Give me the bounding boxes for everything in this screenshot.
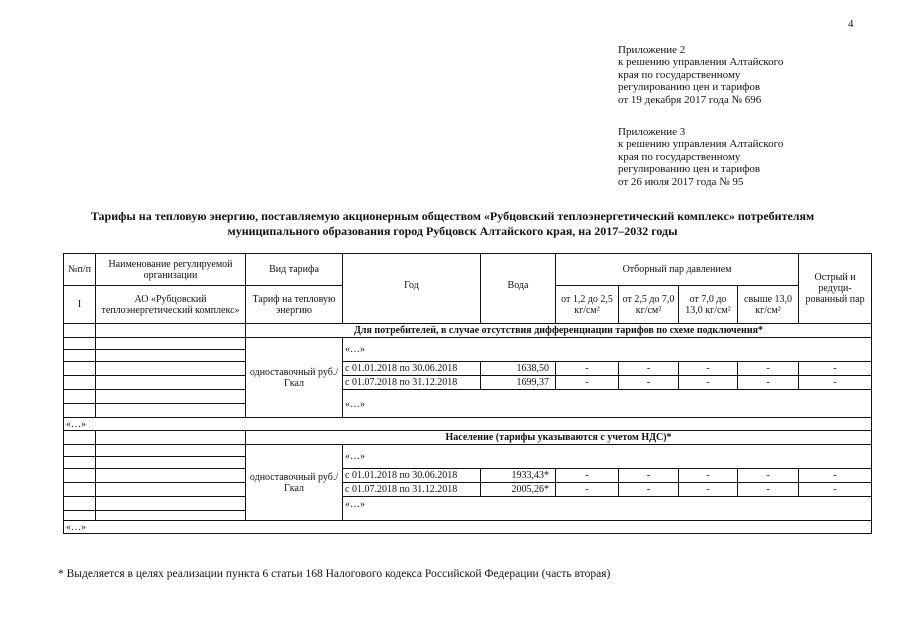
steam-value: - (679, 483, 738, 497)
water-value: 1699,37 (481, 376, 556, 390)
period-cell: с 01.01.2018 по 30.06.2018 (343, 469, 481, 483)
appendix-line: регулированию цен и тарифов (618, 81, 761, 94)
steam-value: - (556, 483, 619, 497)
appendix-line: Приложение 2 (618, 44, 686, 56)
footnote: * Выделяется в целях реализации пункта 6 статьи 168 Налогового кодекса Российской Федерации (часть вторая) (58, 568, 611, 580)
period-cell: с 01.01.2018 по 30.06.2018 (343, 362, 481, 376)
steam-value: - (738, 483, 799, 497)
document-title (40, 209, 865, 238)
title-line: Тарифы на тепловую энергию, поставляемую акционерным обществом «Рубцовский теплоэнергетический комплекс» потребителям (90, 209, 815, 223)
header-steam: Отборный пар давлением (556, 254, 799, 286)
section-heading: Население (тарифы указываются с учетом НДС)* (246, 431, 872, 445)
steam-value: - (619, 376, 679, 390)
org-name: АО «Рубцовский теплоэнергетический комплекс» (96, 286, 246, 324)
steam-value: - (619, 362, 679, 376)
ellipsis: «…» (343, 390, 872, 418)
appendix-line: от 19 декабря 2017 года № 696 (618, 93, 762, 106)
header-year: Год (343, 254, 481, 324)
ellipsis: «…» (343, 338, 872, 362)
appendix-line: от 26 июля 2017 года № 95 (618, 175, 744, 188)
org-num: I (64, 286, 96, 324)
water-value: 2005,26* (481, 483, 556, 497)
sharp-value: - (799, 469, 872, 483)
header-steam-col: от 2,5 до 7,0 кг/см² (619, 286, 679, 324)
appendix-line: к решению управления Алтайского (618, 56, 784, 69)
steam-value: - (556, 362, 619, 376)
header-tariff-type: Вид тарифа (246, 254, 343, 286)
ellipsis: «…» (343, 497, 872, 521)
ellipsis: «…» (343, 445, 872, 469)
header-num: №п/п (64, 254, 96, 286)
header-org: Наименование регулируемой организации (96, 254, 246, 286)
sharp-value: - (799, 376, 872, 390)
sharp-value: - (799, 362, 872, 376)
steam-value: - (679, 469, 738, 483)
appendix-line: регулированию цен и тарифов (618, 163, 761, 176)
steam-value: - (738, 469, 799, 483)
appendix-line: края по государственному (618, 68, 741, 81)
sharp-value: - (799, 483, 872, 497)
steam-value: - (619, 483, 679, 497)
header-steam-col: от 1,2 до 2,5 кг/см² (556, 286, 619, 324)
steam-value: - (556, 376, 619, 390)
steam-value: - (619, 469, 679, 483)
header-water: Вода (481, 254, 556, 324)
appendix-line: к решению управления Алтайского (618, 138, 784, 151)
period-cell: с 01.07.2018 по 31.12.2018 (343, 376, 481, 390)
separator-ellipsis: «…» (64, 521, 872, 534)
appendix-3-block (618, 126, 783, 188)
header-sharp-steam: Острый и редуци-рованный пар (799, 254, 872, 324)
appendix-line: Приложение 3 (618, 126, 686, 138)
water-value: 1933,43* (481, 469, 556, 483)
water-value: 1638,50 (481, 362, 556, 376)
steam-value: - (738, 376, 799, 390)
header-steam-col: свыше 13,0 кг/см² (738, 286, 799, 324)
title-line: муниципального образования город Рубцовск Алтайского края, на 2017–2032 годы (227, 223, 678, 238)
appendix-2-block (618, 44, 783, 106)
steam-value: - (679, 362, 738, 376)
page-number: 4 (848, 18, 854, 30)
separator-ellipsis: «…» (64, 418, 872, 431)
tariff-table (63, 253, 872, 534)
section-heading: Для потребителей, в случае отсутствия дифференциации тарифов по схеме подключения* (246, 324, 872, 338)
tariff-name: одноставочный руб./Гкал (246, 445, 343, 521)
steam-value: - (738, 362, 799, 376)
org-tariff: Тариф на тепловую энергию (246, 286, 343, 324)
appendix-line: края по государственному (618, 150, 741, 163)
tariff-name: одноставочный руб./Гкал (246, 338, 343, 418)
period-cell: с 01.07.2018 по 31.12.2018 (343, 483, 481, 497)
steam-value: - (556, 469, 619, 483)
header-steam-col: от 7,0 до 13,0 кг/см² (679, 286, 738, 324)
steam-value: - (679, 376, 738, 390)
